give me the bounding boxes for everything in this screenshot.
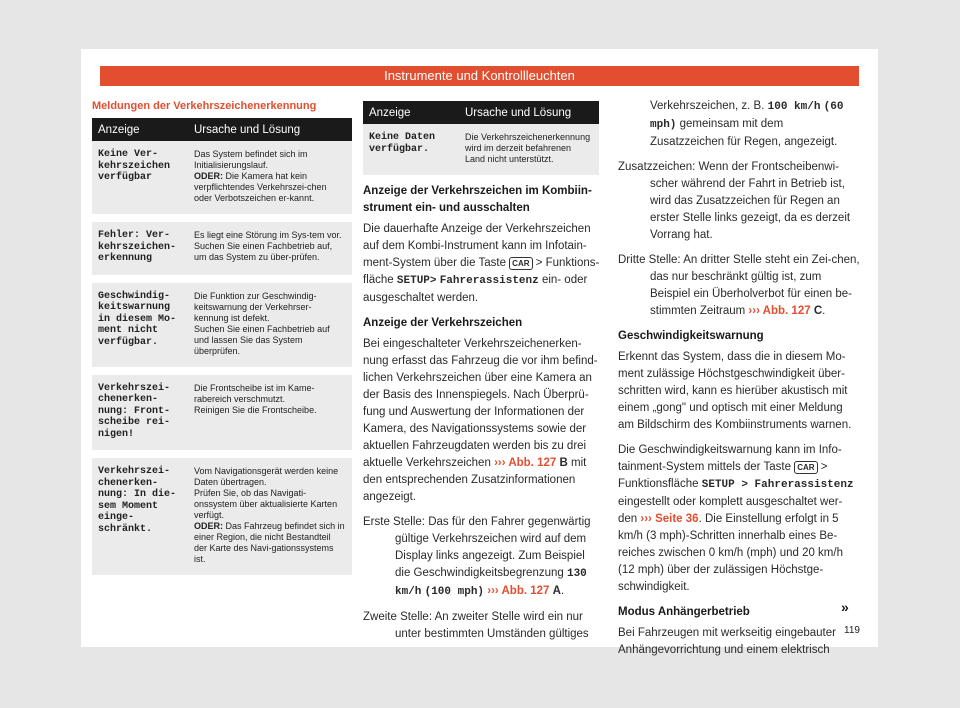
display-message: Verkehrszei- chenerken- nung: In die- sem Moment einge- schränkt. bbox=[92, 454, 188, 579]
display-message: Geschwindig- keitswarnung in diesem Mo- ment nicht verfügbar. bbox=[92, 279, 188, 371]
table-row bbox=[363, 124, 599, 179]
display-message: Verkehrszei- chenerken- nung: Front- scheibe rei- nigen! bbox=[92, 371, 188, 455]
car-button-icon: CAR bbox=[794, 461, 817, 474]
car-button-icon: CAR bbox=[509, 257, 532, 270]
table-header-display: Anzeige bbox=[92, 118, 188, 141]
table-row bbox=[92, 454, 352, 579]
table-row bbox=[92, 218, 352, 279]
table-row bbox=[92, 279, 352, 371]
figure-link[interactable]: ››› Abb. 127 bbox=[494, 457, 557, 469]
message-table-2 bbox=[363, 101, 599, 183]
cause-solution: Die Frontscheibe ist im Kame-rabereich verschmutzt. Reinigen Sie die Frontscheibe. bbox=[188, 371, 352, 455]
list-item: Dritte Stelle: An dritter Stelle steht ein Zei-chen, das nur beschränkt gültig ist, zum Beispiel ein Überholverbot für einen be-stimmten Zeitraum ››› Abb. 127 C. bbox=[618, 254, 860, 317]
page-link[interactable]: ››› Seite 36 bbox=[640, 513, 699, 525]
table-header-cause: Ursache und Lösung bbox=[459, 101, 599, 124]
table-row bbox=[92, 371, 352, 455]
table-row bbox=[92, 141, 352, 218]
manual-page bbox=[81, 49, 878, 656]
right-column bbox=[618, 98, 860, 667]
cause-solution: Das System befindet sich im Initialisierungslauf. ODER: Die Kamera hat kein verpflichtendes Verkehrszei-chen oder Verbotszeichen er-kannt. bbox=[188, 141, 352, 218]
table-header-cause: Ursache und Lösung bbox=[188, 118, 352, 141]
paragraph: Die Geschwindigkeitswarnung kann im Info-tainment-System mittels der Taste CAR > Funktionsfläche SETUP > Fahrerassistenz eingestellt oder komplett ausgeschaltet wer-den ››› Seite 36. Die Einstellung erfolgt in 5 km/h (3 mph)-Schritten innerhalb eines Be-reiches zwischen 0 km/h (mph) und 20 km/h (12 mph) über der zulässigen Höchstge-schwindigkeit. bbox=[618, 444, 854, 593]
message-table-1 bbox=[92, 118, 352, 583]
continue-icon: » bbox=[841, 599, 849, 615]
cause-solution: Die Funktion zur Geschwindig-keitswarnung der Verkehrser-kennung ist defekt. Suchen Sie einen Fachbetrieb auf und lassen Sie das System überprüfen. bbox=[188, 279, 352, 371]
heading-trailer-mode: Modus Anhängerbetrieb bbox=[618, 606, 750, 618]
list-item: Erste Stelle: Das für den Fahrer gegenwärtig gültige Verkehrszeichen wird auf dem Display links angezeigt. Zum Beispiel die Geschwindigkeitsbegrenzung 130 km/h (100 mph) ››› Abb. 127 A. bbox=[363, 516, 591, 598]
cause-solution: Es liegt eine Störung im Sys-tem vor. Suchen Sie einen Fachbetrieb auf, um das System zu über-prüfen. bbox=[188, 218, 352, 279]
cause-solution: Vom Navigationsgerät werden keine Daten übertragen. Prüfen Sie, ob das Navigati-onssystem über aktualisierte Karten verfügt. ODER: Das Fahrzeug befindet sich in einer Region, die nicht Bestandteil der Karte des Navi-gationssystems ist. bbox=[188, 454, 352, 579]
figure-link[interactable]: ››› Abb. 127 bbox=[487, 585, 550, 597]
list-item: Zweite Stelle: An zweiter Stelle wird ein nur unter bestimmten Umständen gültiges bbox=[363, 611, 589, 640]
page-number: 119 bbox=[844, 625, 860, 636]
heading-toggle-display: Anzeige der Verkehrszeichen im Kombiin-strument ein- und ausschalten bbox=[363, 185, 592, 214]
heading-speed-warning: Geschwindigkeitswarnung bbox=[618, 330, 764, 342]
display-message: Keine Ver- kehrszeichen verfügbar bbox=[92, 141, 188, 218]
paragraph: Erkennt das System, dass die in diesem Mo-ment zulässige Höchstgeschwindigkeit über-schritten wird, kann es hierüber akustisch mit einem „gong" und optisch mit einer Meldung am Bildschirm des Kombiinstruments warnen. bbox=[618, 351, 852, 431]
list-item-continued: Verkehrszeichen, z. B. 100 km/h (60 mph) gemeinsam mit dem Zusatzzeichen für Regen, angezeigt. bbox=[650, 100, 844, 148]
cause-solution: Die Verkehrszeichenerkennung wird im derzeit befahrenen Land nicht unterstützt. bbox=[459, 124, 599, 179]
paragraph: Bei eingeschalteter Verkehrszeichenerken-nung erfasst das Fahrzeug die vor ihm befind-lichen Verkehrszeichen über eine Kamera an der Basis des Innenspiegels. Nach Überprü-fung und Auswertung der Informationen der Kamera, des Navigationssystems sowie der aktuellen Fahrzeugdaten werden bis zu drei aktuelle Verkehrszeichen ››› Abb. 127 B mit den entsprechenden Zusatzinformationen angezeigt. bbox=[363, 338, 598, 503]
paragraph: Die dauerhafte Anzeige der Verkehrszeichen auf dem Kombi-Instrument kann im Infotain-ment-System über die Taste CAR > Funktions-fläche SETUP> Fahrerassistenz ein- oder ausgeschaltet werden. bbox=[363, 223, 600, 304]
figure-link[interactable]: ››› Abb. 127 bbox=[748, 305, 811, 317]
page-header: Instrumente und Kontrollleuchten bbox=[100, 66, 859, 86]
paragraph: Bei Fahrzeugen mit werkseitig eingebauter Anhängevorrichtung und einem elektrisch bbox=[618, 627, 836, 656]
display-message: Keine Daten verfügbar. bbox=[363, 124, 459, 179]
middle-column bbox=[363, 183, 603, 651]
list-item: Zusatzzeichen: Wenn der Frontscheibenwi-scher während der Fahrt in Betrieb ist, wird das Zusatzzeichen für Regen an erster Stelle links gezeigt, da es derzeit Vorrang hat. bbox=[618, 161, 851, 241]
display-message: Fehler: Ver- kehrszeichen- erkennung bbox=[92, 218, 188, 279]
table-header-display: Anzeige bbox=[363, 101, 459, 124]
heading-display-signs: Anzeige der Verkehrszeichen bbox=[363, 317, 523, 329]
section-title: Meldungen der Verkehrszeichenerkennung bbox=[92, 100, 317, 112]
